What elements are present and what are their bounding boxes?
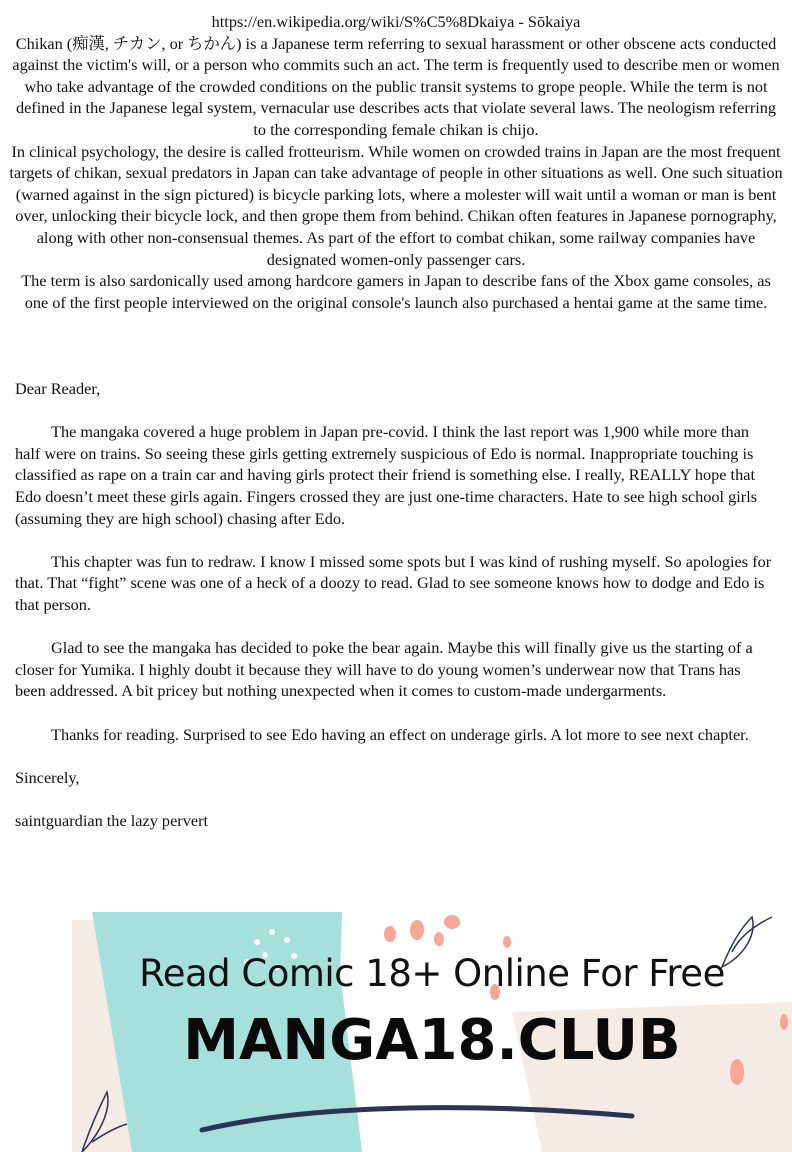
- letter-paragraph: This chapter was fun to redraw. I know I missed some spots but I was kind of rushing myself. So apologies for that. That “fight” scene was one of a heck of a doozy to read. Glad to see someone knows how to dodge and Edo is that person.: [15, 551, 772, 614]
- letter-paragraph: Thanks for reading. Surprised to see Edo having an effect on underage girls. A lot more to see next chapter.: [51, 724, 749, 744]
- note-paragraph: Chikan (痴漢, チカン, or ちかん) is a Japanese term referring to sexual harassment or other obscene acts conducted against the victim's will, or a person who commits such an act. The term is frequently used to describe men or women who take advantage of the crowded conditions on the public transit systems to grope people. While the term is not defined in the Japanese legal system, vernacular use describes acts that violate several laws. The neologism referring to the corresponding female chikan is chijo.: [12, 33, 780, 139]
- letter-paragraph: The mangaka covered a huge problem in Japan pre-covid. I think the last report was 1,900 while more than half were on trains. So seeing these girls getting extremely suspicious of Edo is normal. Inappropriate touching is classified as rape on a train car and having girls protect their friend is something else. I really, REALLY hope that Edo doesn’t meet these girls again. Fingers crossed they are just one-time characters. Hate to see high school girls (assuming they are high school) chasing after Edo.: [15, 422, 758, 528]
- note-paragraph: In clinical psychology, the desire is called frotteurism. While women on crowded trains in Japan are the most frequent targets of chikan, sexual predators in Japan can take advantage of people in other situations as well. One such situation (warned against in the sign pictured) is bicycle parking lots, where a molester will wait until a woman or man is bent over, unlocking their bicycle lock, and then grope them from behind. Chikan often features in Japanese pornography, along with other non-consensual themes. As part of the effort to combat chikan, some railway companies have designated women-only passenger cars.: [9, 141, 783, 269]
- translator-letter: [15, 378, 774, 853]
- note-paragraph: The term is also sardonically used among hardcore gamers in Japan to describe fans of the Xbox game consoles, as one of the first people interviewed on the original console's launch also purchased a hentai game at the same time.: [21, 271, 771, 312]
- letter-greeting: Dear Reader,: [15, 379, 101, 398]
- letter-closing: Sincerely,: [15, 767, 80, 787]
- banner-site-name[interactable]: MANGA18.CLUB: [183, 1008, 681, 1073]
- letter-signature: saintguardian the lazy pervert: [15, 810, 209, 830]
- source-url: https://en.wikipedia.org/wiki/S%C5%8Dkaiya - Sōkaiya: [211, 12, 581, 31]
- promo-banner[interactable]: [72, 912, 792, 1152]
- banner-tagline: Read Comic 18+ Online For Free: [139, 952, 725, 995]
- letter-paragraph: Glad to see the mangaka has decided to poke the bear again. Maybe this will finally give us the starting of a closer for Yumika. I highly doubt it because they will have to do young women’s underwear now that Trans has been addressed. A bit pricey but nothing unexpected when it comes to custom-made undergarments.: [15, 638, 753, 701]
- source-note: [8, 11, 784, 313]
